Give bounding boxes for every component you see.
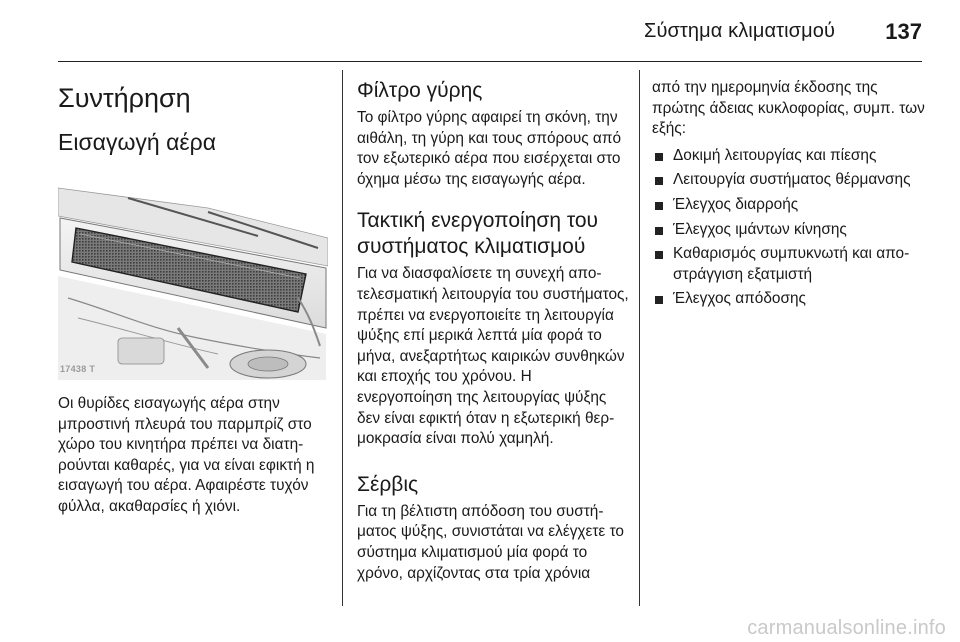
page-number: 137	[885, 19, 922, 44]
list-item: Έλεγχος διαρροής	[652, 195, 927, 216]
column-divider-2	[639, 70, 640, 606]
column-2	[357, 70, 629, 584]
list-item: Λειτουργία συστήματος θέρμανσης	[652, 170, 927, 191]
column-1	[58, 70, 330, 518]
header-divider	[58, 61, 922, 62]
service-continued-text: από την ημερομηνία έκδοσης της πρώτης άδειας κυκλοφορίας, συμπ. των εξής:	[652, 79, 925, 138]
section-title-air-intake: Εισαγωγή αέρα	[58, 129, 217, 155]
air-intake-text: Οι θυρίδες εισαγωγής αέρα στην μπροστινή πλευρά του παρμπρίζ στο χώρο του κινητήρα πρέπει να διατηρούνται καθαρές, για να είναι εφικτή η εισαγωγή του αέρα. Αφαιρέστε τυχόν φύλλα, ακαθαρσίες ή χιόνι.	[58, 395, 315, 515]
regular-activation-text: Για να διασφαλίσετε τη συνεχή αποτελεσματική λειτουργία του συστήματος, πρέπει να ενεργοποιείτε τη λειτουργία ψύξης επί μερικά λεπτά μία φορά το μήνα, ανεξαρτήτως καιρικών συνθηκών και εποχής του χρόνου. Η ενεργοποίηση της λειτουργίας ψύξης δεν είναι εφικτή όταν η εξωτερική θερμοκρασία είναι πολύ χαμηλή.	[357, 265, 629, 448]
square-bullet-icon	[655, 177, 663, 185]
page-header-title: Σύστημα κλιματισμού	[643, 20, 835, 42]
pollen-filter-text: Το φίλτρο γύρης αφαιρεί τη σκόνη, την αιθάλη, τη γύρη και τους σπόρους από τον εξωτερικό αέρα που εισέρχεται στο όχημα μέσω της εισαγωγής αέρα.	[357, 109, 622, 188]
square-bullet-icon	[655, 227, 663, 235]
pollen-filter-title: Φίλτρο γύρης	[357, 79, 483, 102]
air-intake-illustration	[58, 178, 328, 380]
column-3	[652, 70, 927, 314]
engine-bay-drawing	[58, 178, 328, 380]
list-item: Καθαρισμός συμπυκνωτή και αποστράγγιση εξατμιστή	[652, 244, 927, 285]
figure-code: 17438 T	[60, 364, 96, 374]
regular-activation-title: Τακτική ενεργοποίηση του συστήματος κλιματισμού	[357, 209, 599, 259]
service-title: Σέρβις	[357, 472, 419, 496]
square-bullet-icon	[655, 251, 663, 259]
service-text: Για τη βέλτιστη απόδοση του συστήματος ψύξης, συνιστάται να ελέγχετε το σύστημα κλιματισμού μία φορά το χρόνο, αρχίζοντας στα τρία χρόνια	[357, 502, 624, 582]
square-bullet-icon	[655, 296, 663, 304]
column-divider-1	[342, 70, 343, 606]
chapter-title: Συντήρηση	[58, 83, 191, 113]
watermark: carmanualsonline.info	[747, 617, 946, 639]
square-bullet-icon	[655, 202, 663, 210]
list-item: Δοκιμή λειτουργίας και πίεσης	[652, 146, 927, 167]
list-item: Έλεγχος απόδοσης	[652, 289, 927, 310]
square-bullet-icon	[655, 153, 663, 161]
service-checklist	[652, 146, 927, 310]
list-item: Έλεγχος ιμάντων κίνησης	[652, 220, 927, 241]
